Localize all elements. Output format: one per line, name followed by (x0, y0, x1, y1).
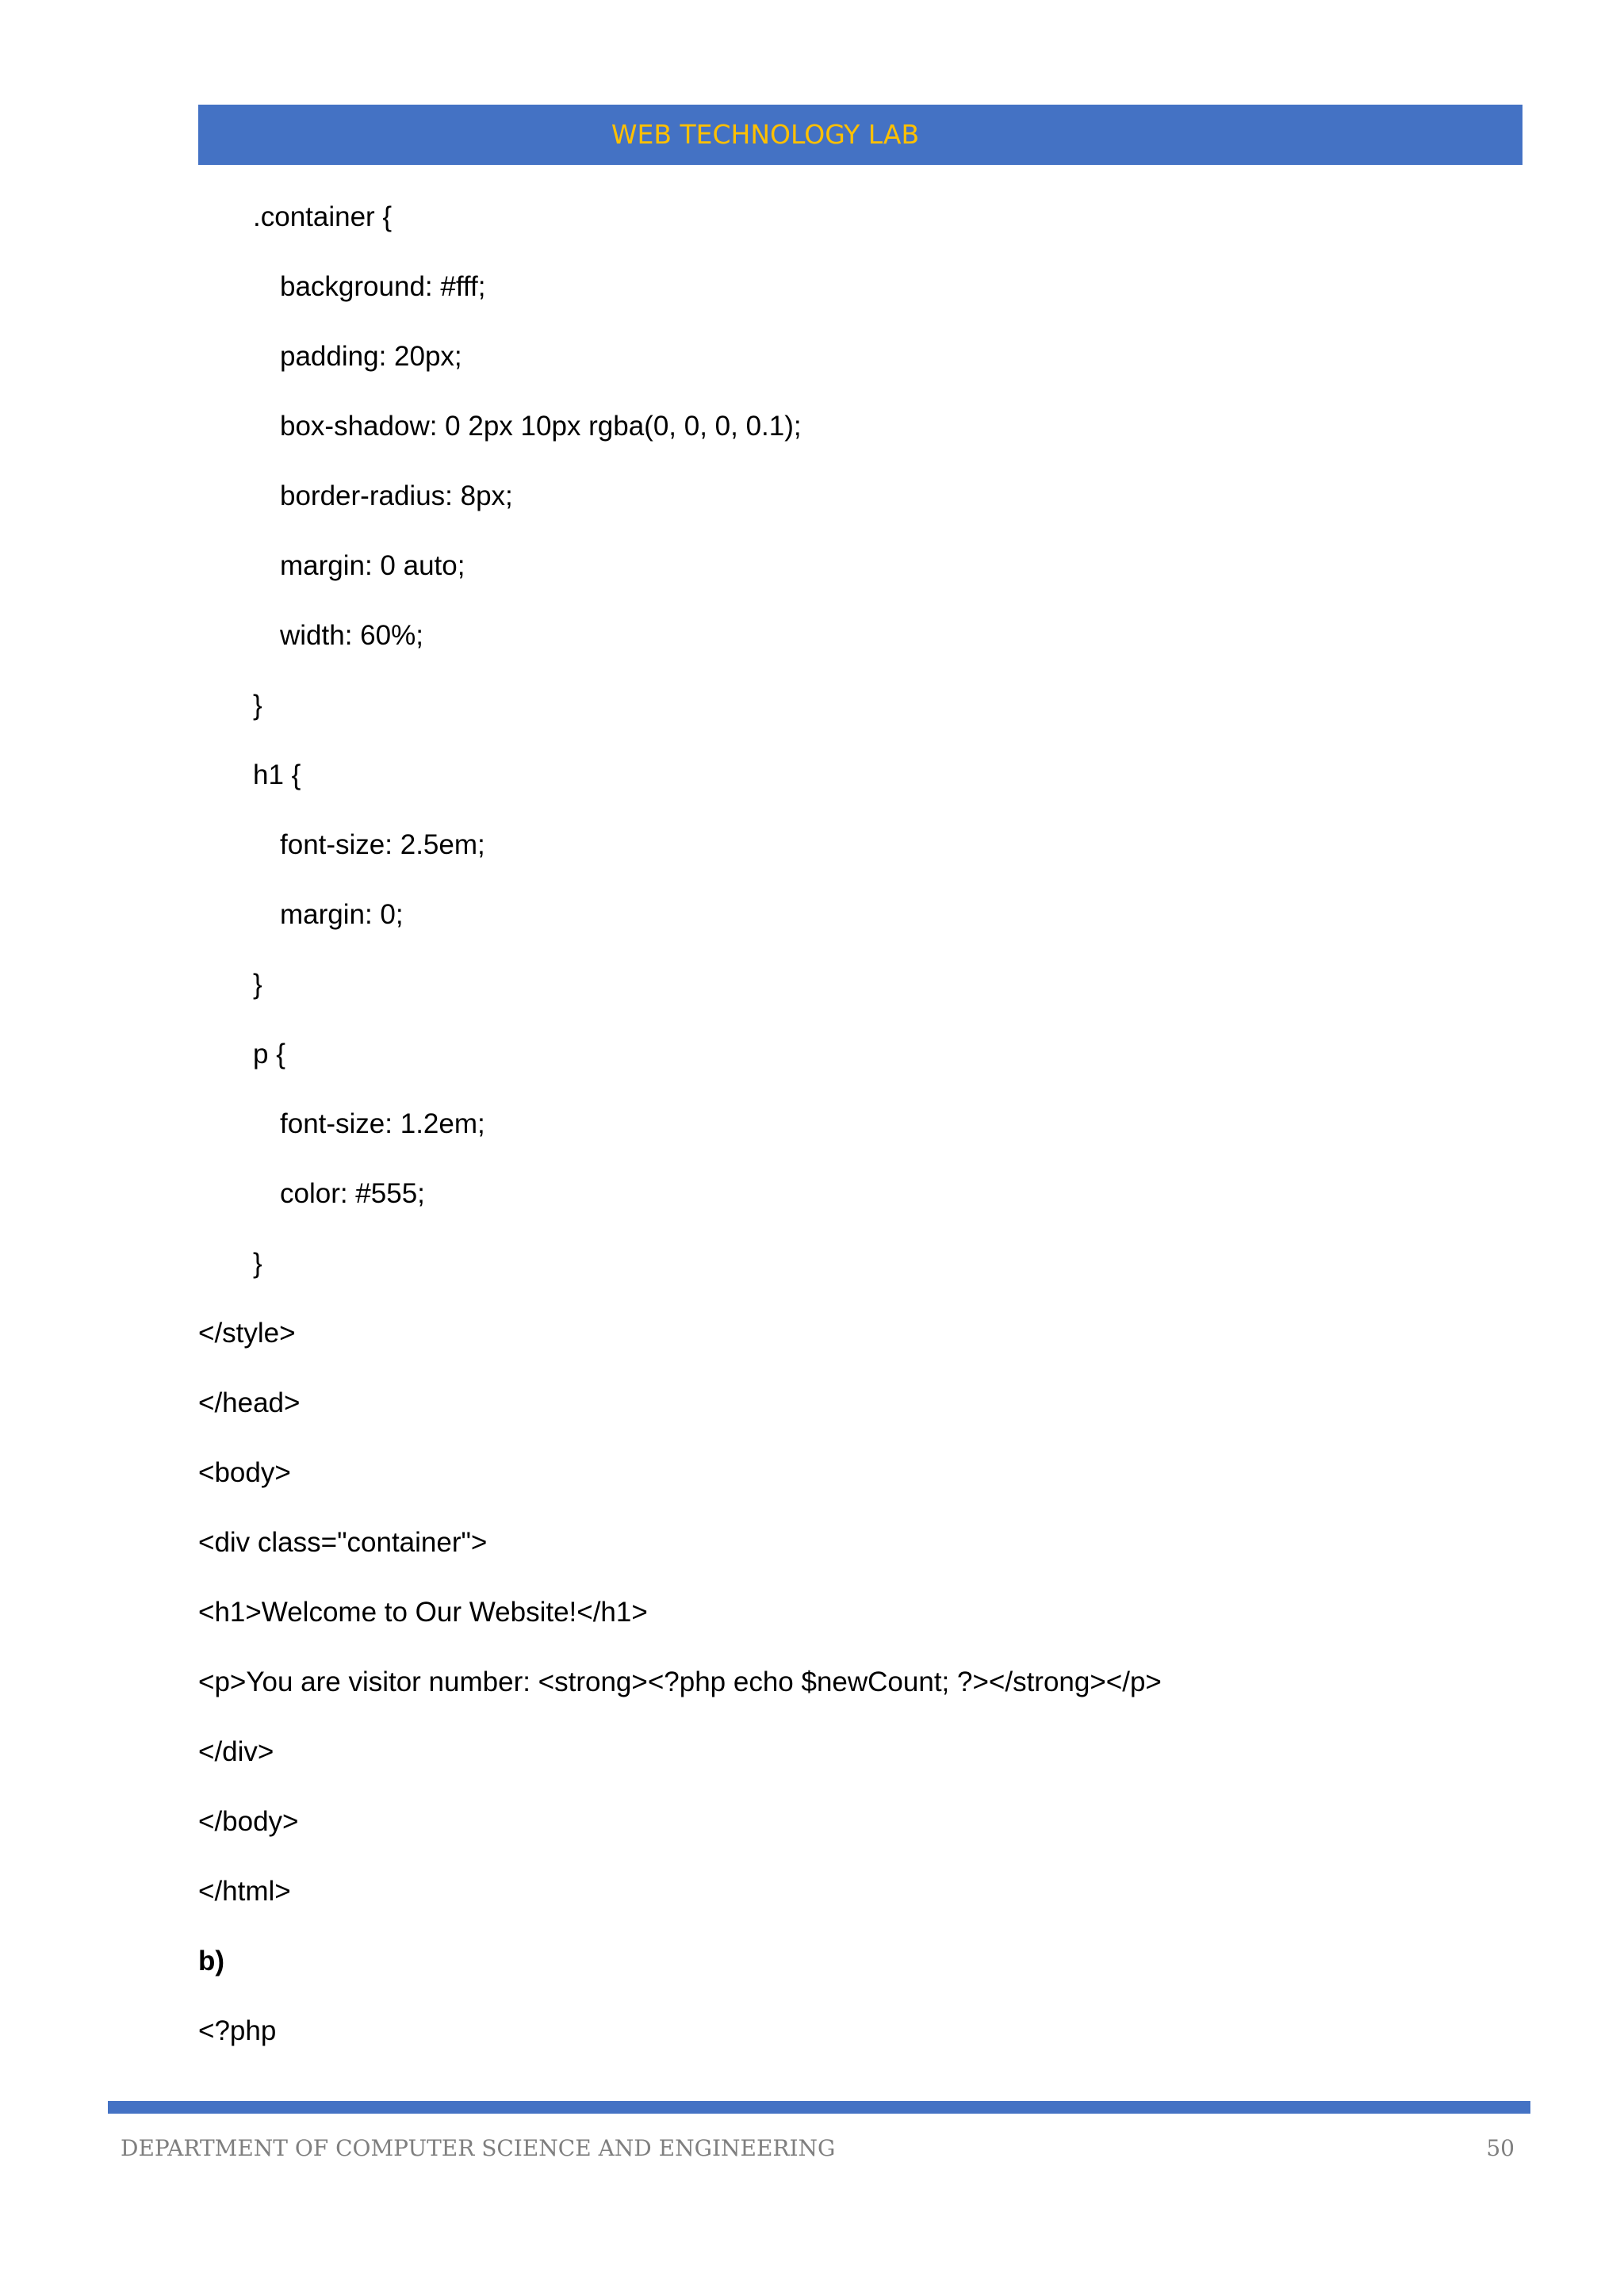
code-line: <body> (198, 1457, 291, 1488)
code-line: </body> (198, 1806, 299, 1837)
footer-department: DEPARTMENT OF COMPUTER SCIENCE AND ENGINEERING (121, 2135, 836, 2161)
code-line: </style> (198, 1318, 296, 1349)
code-line: } (253, 969, 262, 1000)
code-line: color: #555; (280, 1178, 425, 1209)
code-line: padding: 20px; (280, 341, 462, 372)
code-line: font-size: 2.5em; (280, 829, 485, 860)
code-line: margin: 0 auto; (280, 550, 465, 581)
page-number: 50 (1486, 2135, 1515, 2161)
code-line: background: #fff; (280, 271, 486, 302)
code-line: </html> (198, 1876, 291, 1907)
code-line: </div> (198, 1736, 274, 1767)
code-line: .container { (253, 201, 393, 232)
code-line: h1 { (253, 760, 301, 790)
code-line: <p>You are visitor number: <strong><?php echo $newCount; ?></strong></p> (198, 1667, 1162, 1697)
header-title: WEB TECHNOLOGY LAB (611, 119, 920, 150)
footer-rule (108, 2101, 1530, 2114)
code-line: <?php (198, 2015, 277, 2046)
code-line: p { (253, 1039, 285, 1070)
code-line: </head> (198, 1387, 301, 1418)
code-line: margin: 0; (280, 899, 404, 930)
code-line: } (253, 1248, 262, 1279)
code-line: <h1>Welcome to Our Website!</h1> (198, 1597, 648, 1628)
section-label: b) (198, 1946, 225, 1976)
code-line: width: 60%; (280, 620, 423, 651)
code-line: font-size: 1.2em; (280, 1108, 485, 1139)
code-line: box-shadow: 0 2px 10px rgba(0, 0, 0, 0.1); (280, 411, 802, 442)
header-bar (198, 105, 1522, 165)
code-line: } (253, 690, 262, 721)
code-line: border-radius: 8px; (280, 480, 513, 511)
code-line: <div class="container"> (198, 1527, 488, 1558)
